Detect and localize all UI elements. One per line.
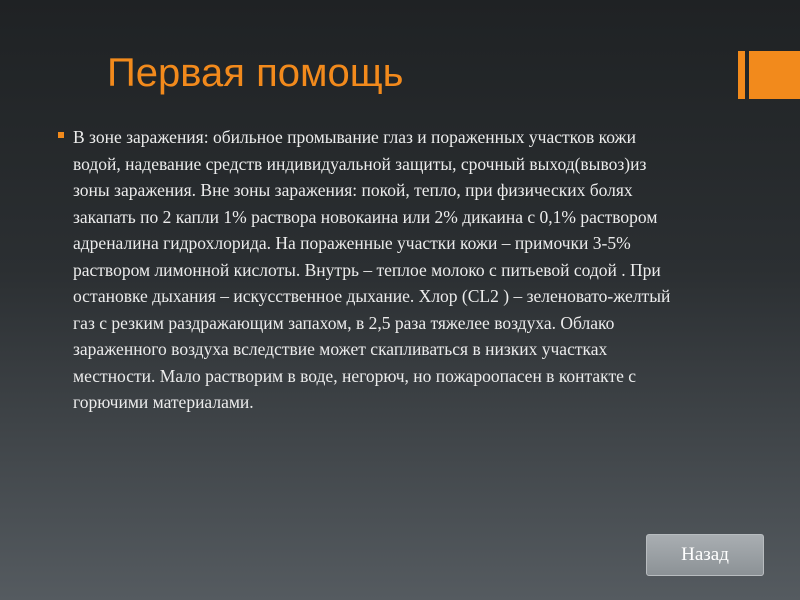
back-button[interactable]: Назад (646, 534, 764, 576)
square-bullet-icon (58, 132, 64, 138)
bullet-text: В зоне заражения: обильное промывание глаз и пораженных участков кожи водой, надевание средств индивидуальной защиты, срочный выход(вывоз)из зоны заражения. Вне зоны заражения: покой, тепло, при физических болях закапать по 2 капли 1% раствора новокаина или 2% дикаина с 0,1% раствором адреналина гидрохлорида. На пораженные участки кожи – примочки 3-5% раствором лимонной кислоты. Внутрь – теплое молоко с питьевой содой . При остановке дыхания – искусственное дыхание. Хлор (CL2 ) – зеленовато-желтый газ с резким раздражающим запахом, в 2,5 раза тяжелее воздуха. Облако зараженного воздуха вследствие может скапливаться в низких участках местности. Мало растворим в воде, негорюч, но пожароопасен в контакте с горючими материалами. (73, 127, 671, 412)
slide-content (58, 124, 678, 416)
bullet-item (58, 124, 678, 416)
slide-title: Первая помощь (107, 51, 404, 95)
accent-bar-thin (738, 51, 745, 99)
accent-bar-wide (749, 51, 800, 99)
